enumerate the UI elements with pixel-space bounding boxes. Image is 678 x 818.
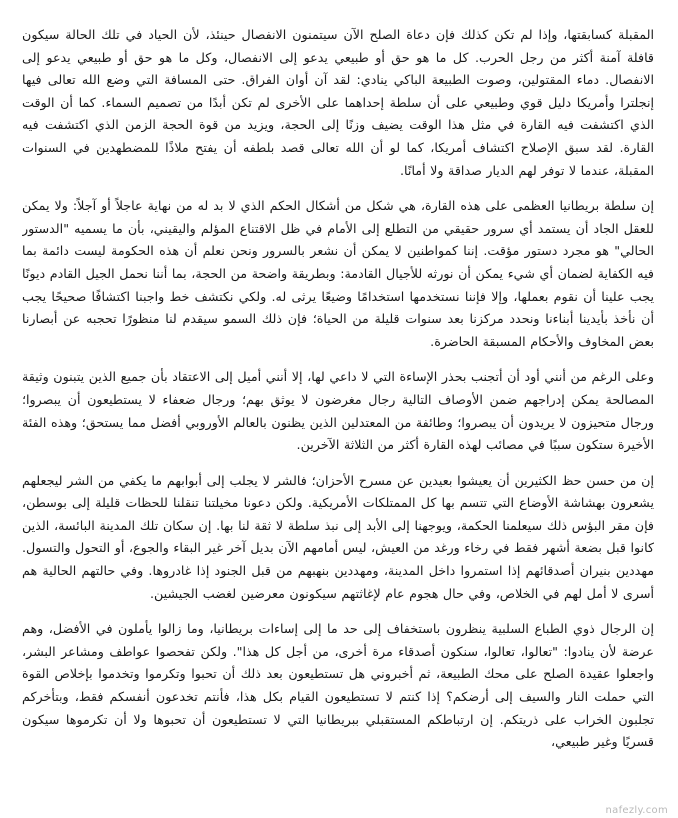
paragraph-1: المقبلة كسابقتها، وإذا لم تكن كذلك فإن دعاة الصلح الآن سيتمنون الانفصال حينئذ، لأن الحياد في تلك الحالة سيكون قافلة آمنة أكثر من رجل الحرب. كل ما هو حق أو طبيعي يدعو إلى الانفصال، وكل ما هو حق أو طبيعي يدعو إلى الانفصال. دماء المقتولين، وصوت الطبيعة الباكي ينادي: لقد آن أوان الفراق. حتى المسافة التي وضع الله تعالى فيها إنجلترا وأمريكا دليل قوي وطبيعي على أن سلطة إحداهما على الأخرى لم تكن أبدًا من تصميم السماء. كما أن الوقت الذي اكتشفت فيه القارة في مثل هذا الوقت يضيف وزنًا إلى الحجة، ويزيد من قوة الحجة الزمن الذي اكتشفت فيه القارة. لقد سبق الإصلاح اكتشاف أمريكا، كما لو أن الله تعالى قصد بلطفه أن يفتح ملاذًا للمضطهدين في السنوات المقبلة، عندما لا توفر لهم الديار صداقة ولا أمانًا. bbox=[22, 27, 654, 178]
paragraph-4: إن من حسن حظ الكثيرين أن يعيشوا بعيدين عن مسرح الأحزان؛ فالشر لا يجلب إلى أبوابهم ما يكفي من الشر ليجعلهم يشعرون بهشاشة الأوضاع التي تتسم بها كل الممتلكات الأمريكية. ولكن دعونا مخيلتنا تنقلنا للحظات قليلة إلى بوسطن، فإن مقر البؤس ذلك سيعلمنا الحكمة، ويوجهنا إلى الأبد إلى نبذ سلطة لا ثقة لنا بها. إن سكان تلك المدينة البائسة، الذين كانوا قبل بضعة أشهر فقط في رخاء ورغد من العيش، ليس أمامهم الآن بديل آخر غير البقاء والجوع، أو التحول والتسول. مهددين بنيران أصدقائهم إذا استمروا داخل المدينة، ومهددين بنهبهم من قبل الجنود إذا غادروها. وفي حالتهم الحالية هم أسرى لا أمل لهم في الخلاص، وفي حال هجوم عام لإغاثتهم سيكونون معرضين لغضب الجيشين. bbox=[22, 472, 654, 601]
watermark: nafezly.com bbox=[605, 805, 668, 816]
paragraph-3: وعلى الرغم من أنني أود أن أتجنب بحذر الإساءة التي لا داعي لها، إلا أنني أميل إلى الاعتقاد بأن جميع الذين يتبنون وثيقة المصالحة يمكن إدراجهم ضمن الأوصاف التالية رجال مغرضون لا يوثق بهم؛ ورجال ضعفاء لا يستطيعون أن يبصروا؛ ورجال متحيزون لا يريدون أن يبصروا؛ وطائفة من المعتدلين الذين يظنون بالعالم الأوروبي أفضل مما يستحق؛ وهذه الفئة الأخيرة ستكون سببًا في مصائب لهذه القارة أكثر من الثلاثة الآخرين. bbox=[22, 369, 654, 453]
paragraph-2: إن سلطة بريطانيا العظمى على هذه القارة، هي شكل من أشكال الحكم الذي لا بد له من نهاية عاجلاً أو آجلاً: ولا يمكن للعقل الجاد أن يستمد أي سرور حقيقي من التطلع إلى الأمام في ظل الاقتناع المؤلم واليقيني، بأن ما يسميه "الدستور الحالي" هو مجرد دستور مؤقت. إننا كمواطنين لا يمكن أن نشعر بالسرور ونحن نعلم أن هذه الحكومة ليست دائمة بما فيه الكفاية لضمان أي شيء يمكن أن نورثه للأجيال القادمة: وبطريقة واضحة من الحجة، بما أننا نحمل الجيل القادم ديونًا يجب علينا أن نقوم بعملها، وإلا فإننا نستخدمها استخدامًا وضيعًا يرثى له. ولكي نكتشف خط واجبنا اكتشافًا صحيحًا يجب أن نأخذ بأيدينا أبناءنا ونحدد مركزنا بعد سنوات قليلة من الحياة؛ فإن ذلك السمو سيقدم لنا منظورًا تحجبه عن أبصارنا بعض المخاوف والأحكام المسبقة الحاضرة. bbox=[22, 198, 654, 349]
paragraph-5: إن الرجال ذوي الطباع السلبية ينظرون باستخفاف إلى حد ما إلى إساءات بريطانيا، وما زالوا يأملون في الأفضل، وهم عرضة لأن ينادوا: "تعالوا، تعالوا، سنكون أصدقاء مرة أخرى، من أجل كل هذا". ولكن تفحصوا عواطف ومشاعر البشر، واجعلوا عقيدة الصلح على محك الطبيعة، ثم أخبروني هل تستطيعون بعد ذلك أن تحبوا وتكرموا وتخدموا بإخلاص القوة التي حملت النار والسيف إلى أرضكم؟ إذا كنتم لا تستطيعون القيام بكل هذا، فأنتم تخدعون أنفسكم فقط، وبتأخركم تجلبون الخراب على ذريتكم. إن ارتباطكم المستقبلي ببريطانيا التي لا تستطيعون أن تحبوها ولا أن تكرموها سيكون قسريًا وغير طبيعي، bbox=[22, 621, 654, 750]
document-page bbox=[22, 24, 654, 812]
